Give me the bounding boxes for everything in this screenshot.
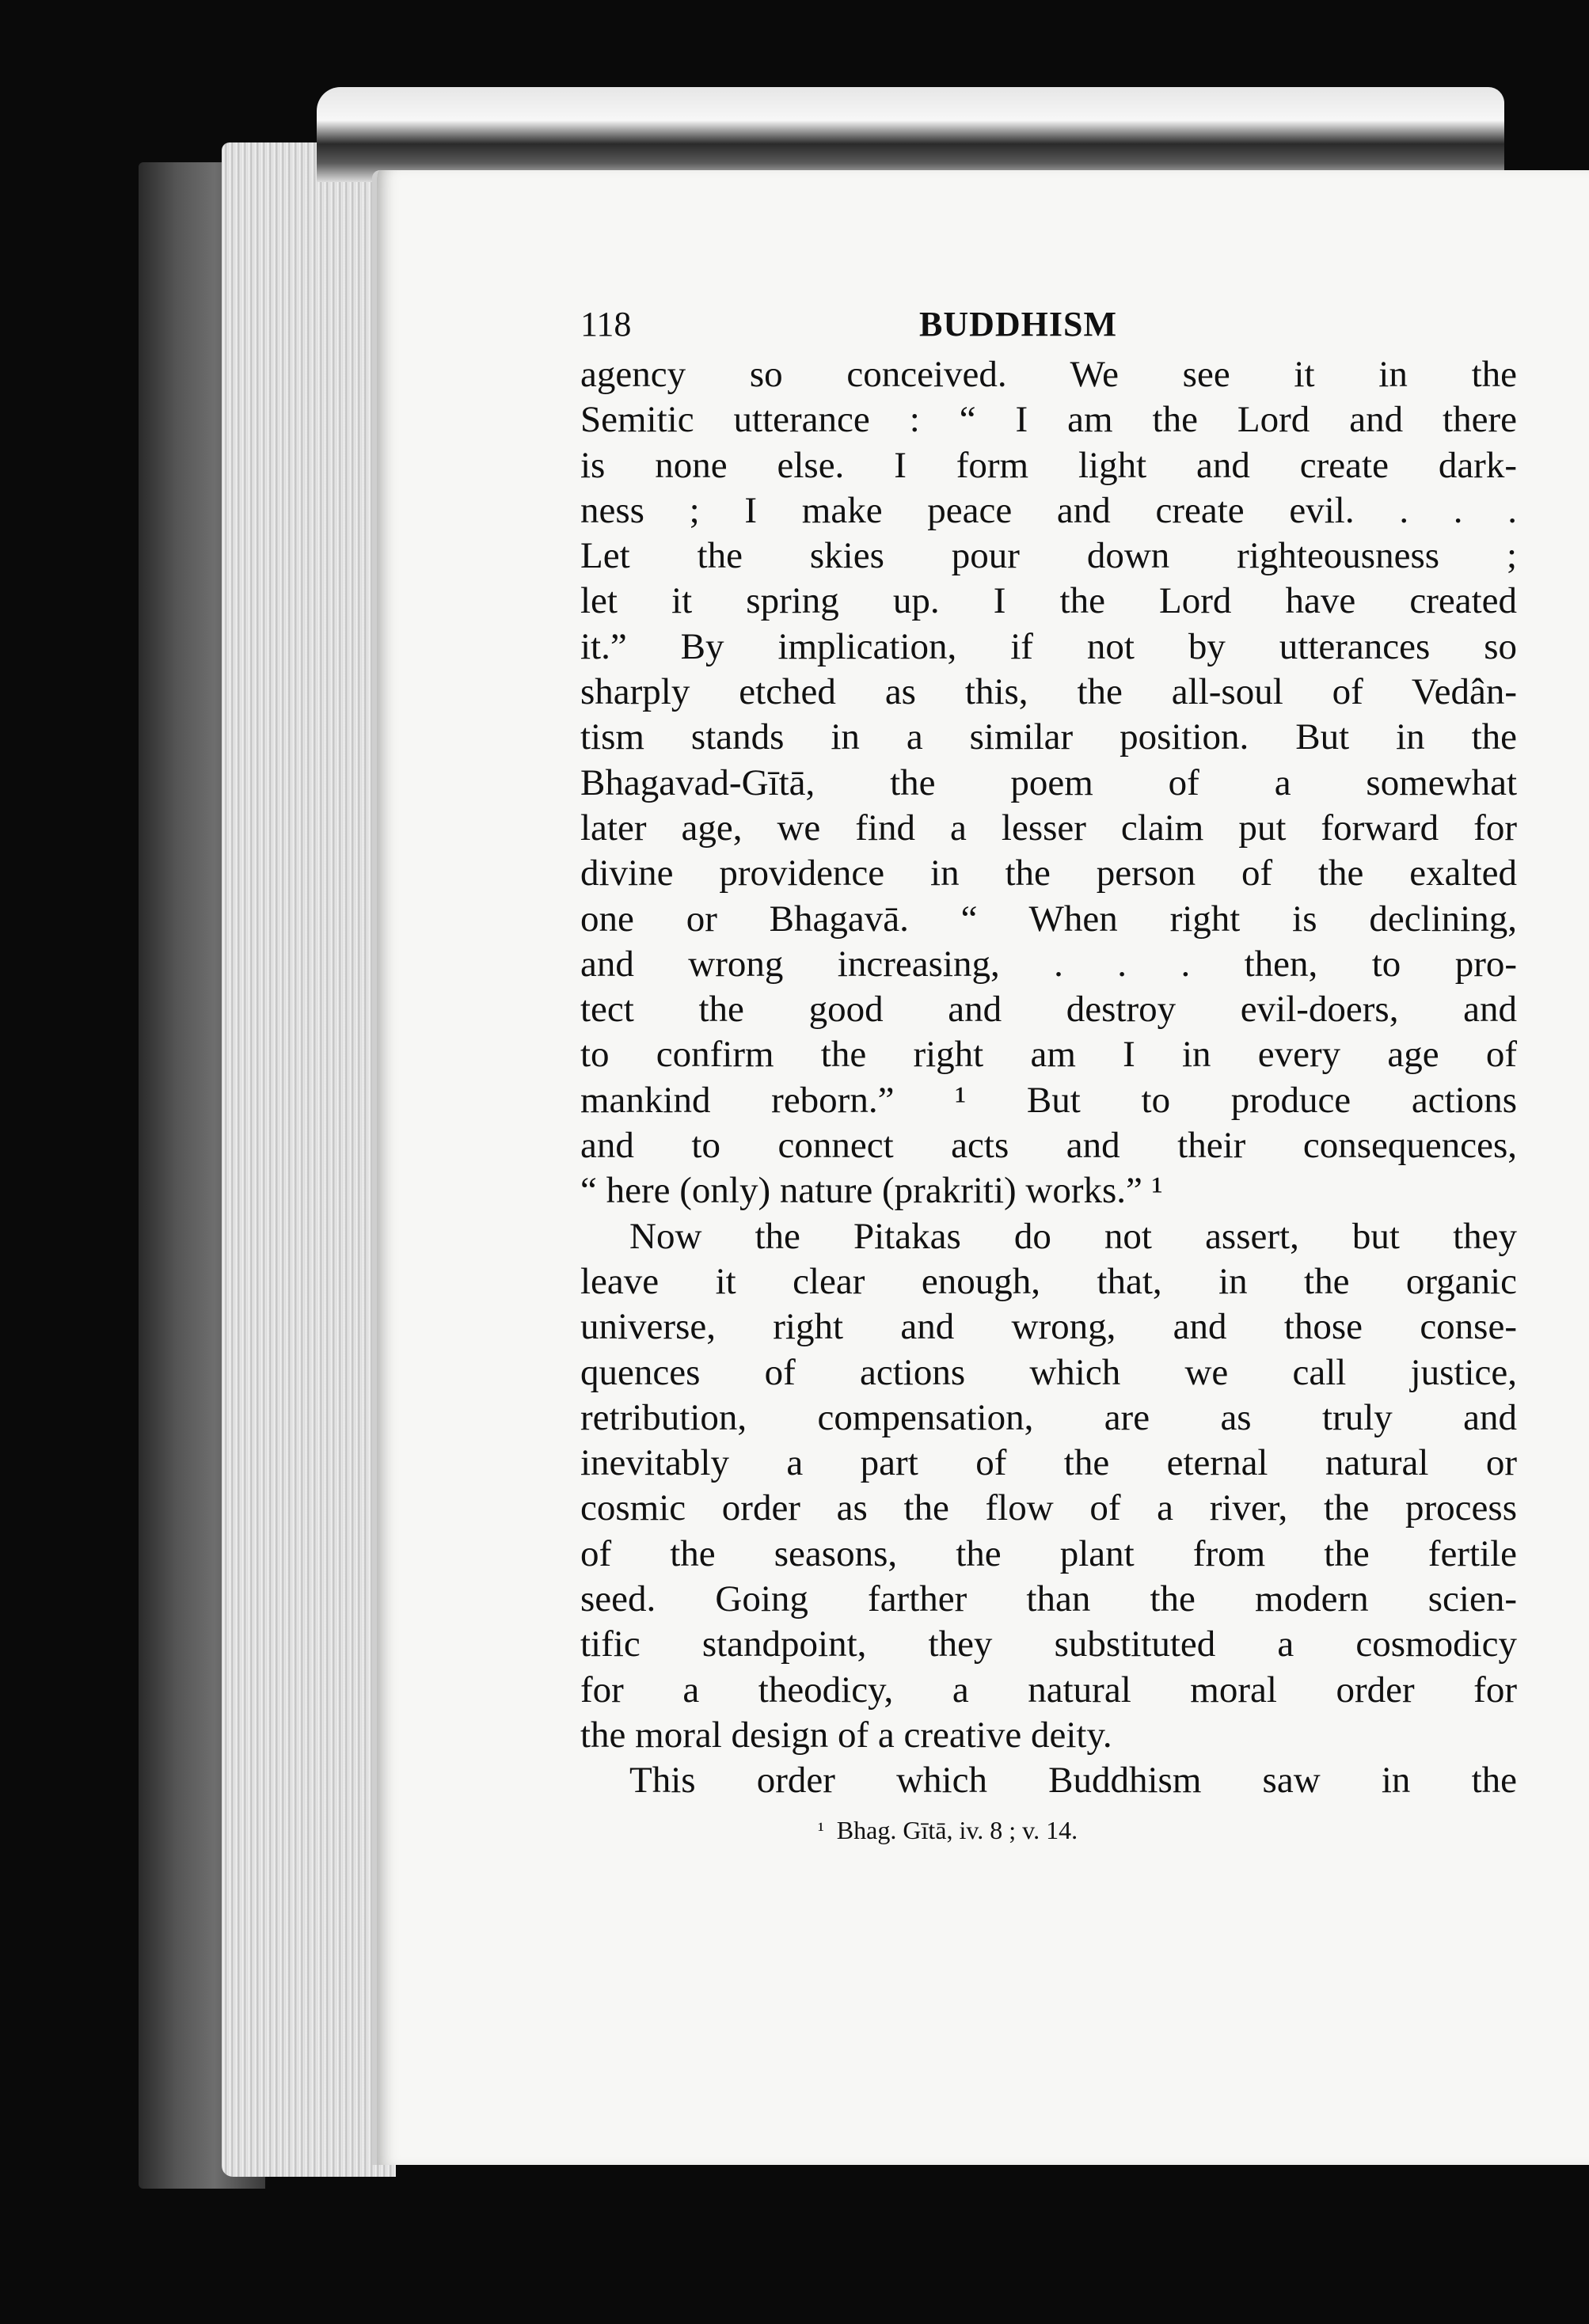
text-line: tism stands in a similar position. But in the	[580, 716, 1517, 758]
text-line: one or Bhagavā. “ When right is declining,	[580, 898, 1517, 940]
running-head	[580, 297, 1517, 352]
text-line: tific standpoint, they substituted a cosmodicy	[580, 1623, 1517, 1665]
page-edges	[222, 142, 396, 2177]
text-line: retribution, compensation, are as truly and	[580, 1396, 1517, 1438]
text-line: let it spring up. I the Lord have created	[580, 580, 1517, 622]
book-top-edge	[317, 87, 1504, 182]
text-line: of the seasons, the plant from the fertile	[580, 1532, 1517, 1574]
running-title: BUDDHISM	[919, 305, 1118, 344]
text-line: sharply etched as this, the all-soul of Vedân-	[580, 671, 1517, 713]
text-line: for a theodicy, a natural moral order for	[580, 1669, 1517, 1711]
text-line: divine providence in the person of the exalted	[580, 853, 1517, 894]
footnote-text: Bhag. Gītā, iv. 8 ; v. 14.	[836, 1815, 1078, 1844]
text-line: to confirm the right am I in every age of	[580, 1034, 1517, 1076]
footnote-marker: ¹	[818, 1817, 824, 1841]
text-line: it.” By implication, if not by utterances so	[580, 625, 1517, 667]
text-line: tect the good and destroy evil-doers, and	[580, 989, 1517, 1031]
text-line: and to connect acts and their consequences,	[580, 1125, 1517, 1167]
text-line: Let the skies pour down righteousness ;	[580, 535, 1517, 577]
text-line: is none else. I form light and create dark-	[580, 444, 1517, 486]
text-line: mankind reborn.” ¹ But to produce actions	[580, 1079, 1517, 1121]
text-line: universe, right and wrong, and those conse-	[580, 1306, 1517, 1348]
footnote	[580, 1812, 1517, 1848]
text-line: later age, we find a lesser claim put forward for	[580, 807, 1517, 849]
text-line: and wrong increasing, . . . then, to pro-	[580, 943, 1517, 985]
text-line: leave it clear enough, that, in the organic	[580, 1260, 1517, 1302]
text-line: “ here (only) nature (prakriti) works.” ¹	[580, 1170, 1163, 1212]
text-line: cosmic order as the flow of a river, the process	[580, 1487, 1517, 1529]
text-line: inevitably a part of the eternal natural or	[580, 1442, 1517, 1484]
text-line: seed. Going farther than the modern scien-	[580, 1578, 1517, 1620]
text-line: agency so conceived. We see it in the	[580, 354, 1517, 395]
page-number: 118	[580, 305, 632, 344]
page-text	[580, 297, 1517, 1848]
text-line: quences of actions which we call justice,	[580, 1351, 1517, 1393]
text-line: ness ; I make peace and create evil. . . .	[580, 489, 1517, 531]
text-line: Bhagavad-Gītā, the poem of a somewhat	[580, 761, 1517, 803]
text-line: This order which Buddhism saw in the	[629, 1760, 1517, 1802]
text-line: Semitic utterance : “ I am the Lord and there	[580, 399, 1517, 441]
text-line: the moral design of a creative deity.	[580, 1714, 1112, 1756]
text-line: Now the Pitakas do not assert, but they	[629, 1215, 1517, 1257]
